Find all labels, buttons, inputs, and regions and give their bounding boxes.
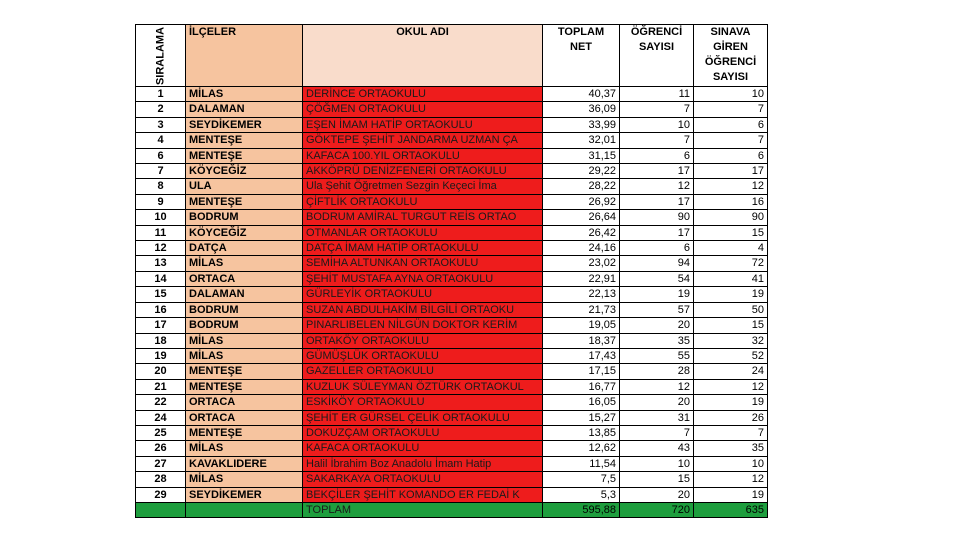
total-rank-cell: [136, 502, 186, 517]
header-row: [136, 25, 768, 87]
student-count-cell: 6: [620, 148, 694, 163]
total-net-cell: 40,37: [543, 87, 620, 102]
table-row: [136, 487, 768, 502]
exam-takers-cell: 41: [694, 271, 768, 286]
student-count-cell: 28: [620, 364, 694, 379]
exam-takers-cell: 24: [694, 364, 768, 379]
table-row: [136, 302, 768, 317]
total-net-cell: 7,5: [543, 472, 620, 487]
table-row: [136, 395, 768, 410]
student-count-cell: 12: [620, 379, 694, 394]
exam-takers-cell: 12: [694, 379, 768, 394]
exam-takers-cell: 4: [694, 241, 768, 256]
total-net-cell: 23,02: [543, 256, 620, 271]
table-row: [136, 179, 768, 194]
district-cell: KÖYCEĞİZ: [186, 164, 303, 179]
district-cell: MİLAS: [186, 333, 303, 348]
rank-cell: 26: [136, 441, 186, 456]
table-row: [136, 379, 768, 394]
student-count-cell: 6: [620, 241, 694, 256]
rank-cell: 28: [136, 472, 186, 487]
student-count-cell: 55: [620, 348, 694, 363]
total-net-cell: 16,77: [543, 379, 620, 394]
table-row: [136, 287, 768, 302]
rank-cell: 7: [136, 164, 186, 179]
exam-takers-cell: 72: [694, 256, 768, 271]
exam-takers-cell: 7: [694, 133, 768, 148]
header-district: İLÇELER: [186, 25, 303, 87]
total-net-cell: 22,13: [543, 287, 620, 302]
exam-takers-cell: 10: [694, 456, 768, 471]
rank-cell: 10: [136, 210, 186, 225]
rank-cell: 19: [136, 348, 186, 363]
exam-takers-cell: 26: [694, 410, 768, 425]
student-count-cell: 43: [620, 441, 694, 456]
exam-takers-cell: 6: [694, 117, 768, 132]
exam-takers-cell: 17: [694, 164, 768, 179]
total-net-cell: 5,3: [543, 487, 620, 502]
district-cell: DALAMAN: [186, 102, 303, 117]
exam-takers-cell: 19: [694, 487, 768, 502]
total-net-cell: 26,42: [543, 225, 620, 240]
district-cell: KÖYCEĞİZ: [186, 225, 303, 240]
total-net-cell: 16,05: [543, 395, 620, 410]
school-name-cell: KUZLUK SÜLEYMAN ÖZTÜRK ORTAOKUL: [303, 379, 543, 394]
total-net-cell: 12,62: [543, 441, 620, 456]
rank-cell: 25: [136, 425, 186, 440]
table-row: [136, 271, 768, 286]
total-net-cell: 32,01: [543, 133, 620, 148]
school-name-cell: KAFACA 100.YIL ORTAOKULU: [303, 148, 543, 163]
total-net-cell: 11,54: [543, 456, 620, 471]
table-row: [136, 348, 768, 363]
exam-takers-cell: 19: [694, 395, 768, 410]
district-cell: MİLAS: [186, 256, 303, 271]
table-row: [136, 210, 768, 225]
table-row: [136, 456, 768, 471]
student-count-cell: 11: [620, 87, 694, 102]
header-rank: [136, 25, 186, 87]
total-net-cell: 22,91: [543, 271, 620, 286]
table-row: [136, 117, 768, 132]
rank-cell: 20: [136, 364, 186, 379]
exam-takers-cell: 50: [694, 302, 768, 317]
district-cell: KAVAKLIDERE: [186, 456, 303, 471]
rank-cell: 15: [136, 287, 186, 302]
school-name-cell: DERİNCE ORTAOKULU: [303, 87, 543, 102]
district-cell: DATÇA: [186, 241, 303, 256]
total-net-cell: 28,22: [543, 179, 620, 194]
exam-takers-cell: 32: [694, 333, 768, 348]
table-row: [136, 333, 768, 348]
table-row: [136, 364, 768, 379]
total-net-cell: 26,64: [543, 210, 620, 225]
rank-cell: 1: [136, 87, 186, 102]
table-row: [136, 102, 768, 117]
school-name-cell: GÖKTEPE ŞEHİT JANDARMA UZMAN ÇA: [303, 133, 543, 148]
total-net-cell: 21,73: [543, 302, 620, 317]
district-cell: MİLAS: [186, 472, 303, 487]
school-name-cell: KAFACA ORTAOKULU: [303, 441, 543, 456]
rank-cell: 13: [136, 256, 186, 271]
table-row: [136, 194, 768, 209]
header-student-count: ÖĞRENCİ SAYISI: [620, 25, 694, 87]
total-net-cell: 26,92: [543, 194, 620, 209]
school-name-cell: ESKİKÖY ORTAOKULU: [303, 395, 543, 410]
school-name-cell: ORTAKÖY ORTAOKULU: [303, 333, 543, 348]
exam-takers-cell: 16: [694, 194, 768, 209]
exam-takers-cell: 90: [694, 210, 768, 225]
school-name-cell: ÇÖĞMEN ORTAOKULU: [303, 102, 543, 117]
total-net-cell: 36,09: [543, 102, 620, 117]
district-cell: MİLAS: [186, 87, 303, 102]
table-row: [136, 441, 768, 456]
district-cell: MENTEŞE: [186, 133, 303, 148]
student-count-cell: 12: [620, 179, 694, 194]
school-name-cell: BODRUM AMİRAL TURGUT REİS ORTAO: [303, 210, 543, 225]
district-cell: MENTEŞE: [186, 194, 303, 209]
district-cell: ORTACA: [186, 271, 303, 286]
table-row: [136, 148, 768, 163]
total-net-cell: 17,15: [543, 364, 620, 379]
district-cell: ORTACA: [186, 410, 303, 425]
total-row: [136, 502, 768, 517]
student-count-cell: 10: [620, 117, 694, 132]
school-name-cell: BEKÇİLER ŞEHİT KOMANDO ER FEDAİ K: [303, 487, 543, 502]
school-name-cell: GÜMÜŞLÜK ORTAOKULU: [303, 348, 543, 363]
exam-takers-cell: 6: [694, 148, 768, 163]
total-net-cell: 15,27: [543, 410, 620, 425]
rank-cell: 16: [136, 302, 186, 317]
total-students: 720: [620, 502, 694, 517]
rank-cell: 24: [136, 410, 186, 425]
student-count-cell: 31: [620, 410, 694, 425]
rank-cell: 8: [136, 179, 186, 194]
district-cell: SEYDİKEMER: [186, 117, 303, 132]
student-count-cell: 90: [620, 210, 694, 225]
student-count-cell: 20: [620, 318, 694, 333]
student-count-cell: 7: [620, 133, 694, 148]
total-takers: 635: [694, 502, 768, 517]
total-net-cell: 18,37: [543, 333, 620, 348]
district-cell: MENTEŞE: [186, 425, 303, 440]
district-cell: BODRUM: [186, 302, 303, 317]
school-name-cell: DOKUZÇAM ORTAOKULU: [303, 425, 543, 440]
rank-cell: 21: [136, 379, 186, 394]
header-rank-label: SIRALAMA: [154, 26, 166, 85]
school-name-cell: ŞEHİT MUSTAFA AYNA ORTAOKULU: [303, 271, 543, 286]
district-cell: MENTEŞE: [186, 379, 303, 394]
table-row: [136, 225, 768, 240]
district-cell: ORTACA: [186, 395, 303, 410]
table-row: [136, 256, 768, 271]
exam-takers-cell: 19: [694, 287, 768, 302]
exam-takers-cell: 7: [694, 425, 768, 440]
exam-takers-cell: 15: [694, 225, 768, 240]
table-row: [136, 410, 768, 425]
table-row: [136, 472, 768, 487]
rank-cell: 12: [136, 241, 186, 256]
school-name-cell: Halil İbrahim Boz Anadolu İmam Hatip: [303, 456, 543, 471]
district-cell: DALAMAN: [186, 287, 303, 302]
district-cell: BODRUM: [186, 318, 303, 333]
student-count-cell: 19: [620, 287, 694, 302]
total-net-cell: 24,16: [543, 241, 620, 256]
rank-cell: 29: [136, 487, 186, 502]
rank-cell: 3: [136, 117, 186, 132]
student-count-cell: 57: [620, 302, 694, 317]
total-net-cell: 29,22: [543, 164, 620, 179]
table-row: [136, 133, 768, 148]
rank-cell: 11: [136, 225, 186, 240]
exam-takers-cell: 12: [694, 472, 768, 487]
exam-takers-cell: 7: [694, 102, 768, 117]
school-name-cell: ŞEHİT ER GÜRSEL ÇELİK ORTAOKULU: [303, 410, 543, 425]
school-name-cell: Ula Şehit Öğretmen Sezgin Keçeci İma: [303, 179, 543, 194]
student-count-cell: 20: [620, 487, 694, 502]
student-count-cell: 54: [620, 271, 694, 286]
table-row: [136, 164, 768, 179]
header-total-net: TOPLAM NET: [543, 25, 620, 87]
total-net-cell: 17,43: [543, 348, 620, 363]
table-row: [136, 318, 768, 333]
district-cell: MENTEŞE: [186, 148, 303, 163]
student-count-cell: 7: [620, 102, 694, 117]
exam-takers-cell: 52: [694, 348, 768, 363]
school-name-cell: ÇİFTLİK ORTAOKULU: [303, 194, 543, 209]
student-count-cell: 20: [620, 395, 694, 410]
rank-cell: 4: [136, 133, 186, 148]
school-name-cell: OTMANLAR ORTAOKULU: [303, 225, 543, 240]
student-count-cell: 15: [620, 472, 694, 487]
rank-cell: 17: [136, 318, 186, 333]
student-count-cell: 17: [620, 164, 694, 179]
total-net-cell: 31,15: [543, 148, 620, 163]
student-count-cell: 94: [620, 256, 694, 271]
table-row: [136, 425, 768, 440]
student-count-cell: 17: [620, 194, 694, 209]
student-count-cell: 10: [620, 456, 694, 471]
total-net-cell: 13,85: [543, 425, 620, 440]
total-district-cell: [186, 502, 303, 517]
student-count-cell: 7: [620, 425, 694, 440]
district-cell: MİLAS: [186, 441, 303, 456]
school-name-cell: SUZAN ABDULHAKİM BİLGİLİ ORTAOKU: [303, 302, 543, 317]
rank-cell: 14: [136, 271, 186, 286]
school-name-cell: SAKARKAYA ORTAOKULU: [303, 472, 543, 487]
table-row: [136, 87, 768, 102]
rank-cell: 18: [136, 333, 186, 348]
ranking-table: [135, 24, 768, 518]
exam-takers-cell: 10: [694, 87, 768, 102]
header-exam-takers: SINAVA GİREN ÖĞRENCİ SAYISI: [694, 25, 768, 87]
school-name-cell: SEMİHA ALTUNKAN ORTAOKULU: [303, 256, 543, 271]
school-name-cell: DATÇA İMAM HATİP ORTAOKULU: [303, 241, 543, 256]
header-school: OKUL ADI: [303, 25, 543, 87]
rank-cell: 27: [136, 456, 186, 471]
student-count-cell: 35: [620, 333, 694, 348]
table-row: [136, 241, 768, 256]
total-net-cell: 33,99: [543, 117, 620, 132]
district-cell: BODRUM: [186, 210, 303, 225]
school-name-cell: GÜRLEYİK ORTAOKULU: [303, 287, 543, 302]
school-name-cell: AKKÖPRÜ DENİZFENERİ ORTAOKULU: [303, 164, 543, 179]
exam-takers-cell: 15: [694, 318, 768, 333]
school-name-cell: PINARLIBELEN NİLGÜN DOKTOR KERİM: [303, 318, 543, 333]
rank-cell: 9: [136, 194, 186, 209]
school-name-cell: GAZELLER ORTAOKULU: [303, 364, 543, 379]
exam-takers-cell: 12: [694, 179, 768, 194]
rank-cell: 2: [136, 102, 186, 117]
table-body: [136, 87, 768, 503]
school-name-cell: EŞEN İMAM HATİP ORTAOKULU: [303, 117, 543, 132]
student-count-cell: 17: [620, 225, 694, 240]
total-net: 595,88: [543, 502, 620, 517]
total-label: TOPLAM: [303, 502, 543, 517]
district-cell: SEYDİKEMER: [186, 487, 303, 502]
rank-cell: 6: [136, 148, 186, 163]
district-cell: MENTEŞE: [186, 364, 303, 379]
district-cell: MİLAS: [186, 348, 303, 363]
district-cell: ULA: [186, 179, 303, 194]
rank-cell: 22: [136, 395, 186, 410]
total-net-cell: 19,05: [543, 318, 620, 333]
exam-takers-cell: 35: [694, 441, 768, 456]
